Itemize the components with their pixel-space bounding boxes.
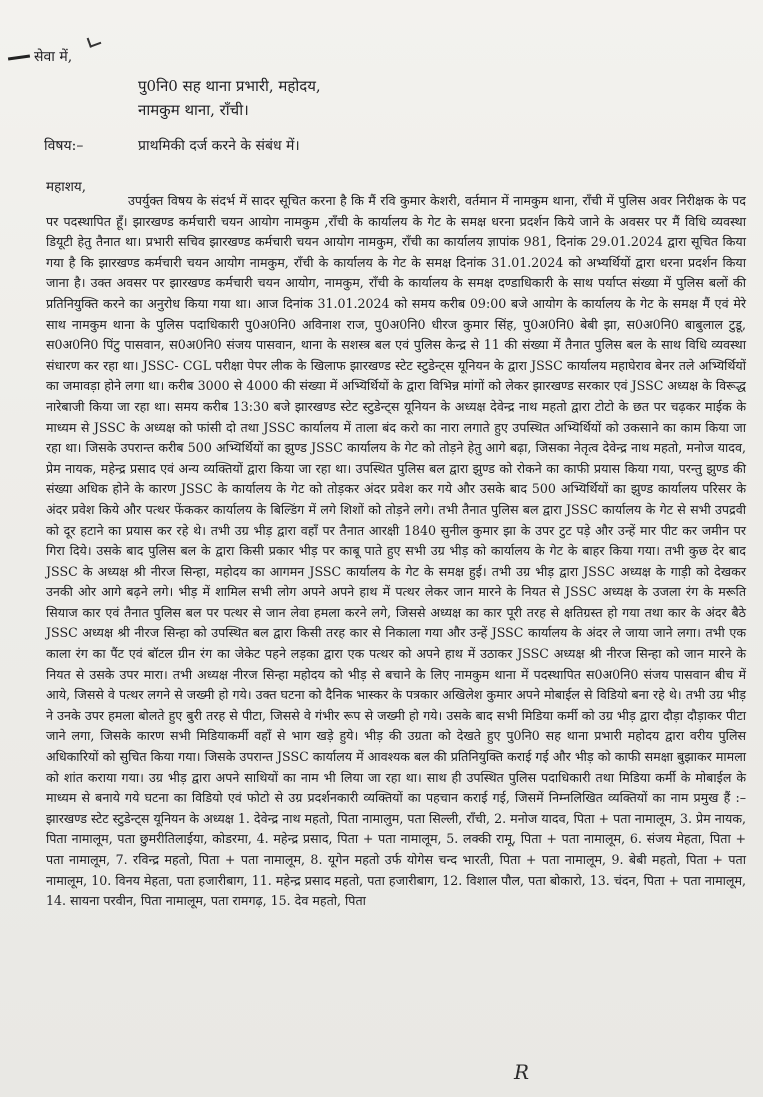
addressee-line-1: पु0नि0 सह थाना प्रभारी, महोदय, — [138, 77, 321, 95]
letter-body: उपर्युक्त विषय के संदर्भ में सादर सूचित करना है कि मैं रवि कुमार केशरी, वर्तमान में नामकुम थाना, राँची में पुलिस अवर निरीक्षक के पद पर पदस्थापित हूँ। झारखण्ड कर्मचारी चयन आयोग नामकुम ,राँची के कार्यालय के गेट के समक्ष धरना प्रदर्शन किये जाने के अवसर पर मैं विधि व्यवस्था डियूटी हेतु तैनात था। प्रभारी सचिव झारखण्ड कर्मचारी चयन आयोग नामकुम, राँची का कार्यालय ज्ञापांक 981, दिनांक 29.01.2024 द्वारा सूचित किया गया है कि झारखण्ड कर्मचारी चयन आयोग नामकुम, राँची के कार्यालय के गेट के समक्ष दिनांक 31.01.2024 को अभ्यर्थियों द्वारा धरना प्रदर्शन किया जाना है। उक्त अवसर पर झारखण्ड कर्मचारी चयन आयोग, नामकुम, राँची के कार्यालय के समक्ष दण्डाधिकारी के साथ पर्याप्त संख्या में पुलिस बलों की प्रतिनियुक्ति करने का अनुरोध किया गया था। आज दिनांक 31.01.2024 को समय करीब 09:00 बजे आयोग के कार्यालय के गेट के समक्ष मैं एवं मेरे साथ नामकुम थाना के पुलिस पदाधिकारी पु0अ0नि0 अविनाश राज, पु0अ0नि0 धीरज कुमार सिंह, पु0अ0नि0 बेबी झा, स0अ0नि0 बाबुलाल टुडू, स0अ0नि0 पिंटु पासवान, स0अ0नि0 संजय पासवान, थाना के सशस्त्र बल एवं पुलिस केन्द्र से 11 की संख्या में तैनात पुलिस बल के साथ विधि व्यवस्था संधारण कर रहा था। JSSC- CGL परीक्षा पेपर लीक के खिलाफ झारखण्ड स्टेट स्टुडेन्ट्स यूनियन के द्वारा JSSC कार्यालय महाघेराव बेनर तले अभ्यिर्थियों का जमावड़ा होने लगा था। करीब 3000 से 4000 की संख्या में अभ्यिर्थियों के द्वारा विभिन्न मांगों को लेकर झारखण्ड सरकार एवं JSSC अध्यक्ष के विरूद्ध नारेबाजी किया जा रहा था। समय करीब 13:30 बजे झारखण्ड स्टेट स्टुडेन्ट्स यूनियन के अध्यक्ष देवेन्द्र नाथ महतो द्वारा टोटो के छत पर चढ़कर माईक के माध्यम से JSSC के अध्यक्ष को फांसी दो तथा JSSC कार्यालय में ताला बंद करो का नारा लगाते हुए उपस्थित अभ्यिर्थियों को उकसाने का काम किया जा रहा था। जिसके उपरान्त करीब 500 अभ्यिर्थियों का झुण्ड JSSC कार्यालय के गेट को तोड़ने हेतु आगे बढ़ा, जिसका नेतृत्व देवेन्द्र नाथ महतो, मनोज यादव, प्रेम नायक, महेन्द्र प्रसाद एवं अन्य व्यक्तियों द्वारा किया जा रहा था। उपस्थित पुलिस बल द्वारा झुण्ड को रोकने का काफी प्रयास किया गया, परन्तु झुण्ड की संख्या अधिक होने के कारण JSSC के कार्यालय के गेट को तोड़कर अंदर प्रवेश कर गये और उसके बाद 500 अभ्यिर्थियों का झुण्ड कार्यालय परिसर के अंदर प्रवेश किये और पत्थर फेंककर कार्यालय के बिल्डिंग में लगे शिशों को तोड़ने लगे। तभी तैनात पुलिस बल द्वारा JSSC कार्यालय के गेट से सभी उपद्रवी को दूर हटाने का प्रयास कर रहे थे। तभी उग्र भीड़ द्वारा वहाँ पर तैनात आरक्षी 1840 सुनील कुमार झा के उपर टुट पड़े और उन्हें मार पीट कर जमीन पर गिरा दिये। उसके बाद पुलिस बल के द्वारा किसी प्रकार भीड़ पर काबू पाते हुए सभी उग्र भीड़ को कार्यालय के गेट के बाहर किया गया। तभी कुछ देर बाद JSSC के अध्यक्ष श्री नीरज सिन्हा, महोदय का आगमन JSSC कार्यालय के गेट के समक्ष हुई। तभी उग्र भीड़ द्वारा JSSC अध्यक्ष के गाड़ी को देखकर उनकी ओर आगे बढ़ने लगे। भीड़ में शामिल सभी लोग अपने अपने हाथ में पत्थर लेकर जान मारने के नियत से JSSC अध्यक्ष के उजला रंग के मरूति सियाज कार एवं तैनात पुलिस बल पर पत्थर से जान लेवा हमला करने लगे, जिससे अध्यक्ष का कार पूरी तरह से क्षतिग्रस्त हो गया तथा कार के अंदर बैठे JSSC अध्यक्ष श्री नीरज सिन्हा को उपस्थित बल द्वारा किसी तरह कार से निकाला गया और उन्हें JSSC कार्यालय के अंदर ले जाया जाने लगा। तभी एक काला रंग का पैंट एवं बॉटल ग्रीन रंग का जेकेट पहने लड़का द्वारा एक पत्थर को अपने हाथ में उठाकर JSSC अध्यक्ष श्री नीरज सिन्हा को जान मारने के नियत से उसके उपर मारा। तभी अध्यक्ष नीरज सिन्हा महोदय को भीड़ से बचाने के लिए नामकुम थाना में पदस्थापित स0अ0नि0 संजय पासवान बीच में आये, जिससे वे पत्थर लगने से जख्मी हो गये। उक्त घटना को दैनिक भास्कर के पत्रकार अखिलेश कुमार अपने मोबाईल से विडियो बना रहे थे। तभी उग्र भीड़ ने उनके उपर हमला बोलते हुए बुरी तरह से पीटा, जिससे वे गंभीर रूप से जख्मी हो गये। उसके बाद सभी मिडिया कर्मी को उग्र भीड़ द्वारा दौड़ा दौड़ाकर पीटा जाने लगा, जिसके कारण सभी मिडियाकर्मी वहाँ से भाग खड़े हुये। भीड़ की उग्रता को देखते हुए पु0नि0 सह थाना प्रभारी महोदय द्वारा वरीय पुलिस अधिकारियों को सुचित किया गया। जिसके उपरान्त JSSC कार्यालय में आवश्यक बल की प्रतिनियुक्ति कराई गई और भीड़ को काफी समक्षा बुझाकर मामला को शांत कराया गया। उग्र भीड़ द्वारा अपने साथियों का नाम भी लिया जा रहा था। साथ ही उपस्थित पुलिस पदाधिकारी तथा मिडिया कर्मी के मोबाईल के माध्यम से बनाये गये घटना का विडियो एवं फोटो से उग्र प्रदर्शनकारी व्यक्तियों का पहचान कराई गई, जिसमें निम्नलिखित व्यक्तियों का नाम प्रमुख हैं :– झारखण्ड स्टेट स्टुडेन्ट्स यूनियन के अध्यक्ष 1. देवेन्द्र नाथ महतो, पिता नामालुम, पता सिल्ली, राँची, 2. मनोज यादव, पिता + पता नामालूम, 3. प्रेम नायक, पिता नामालूम, पता छुमरीतिलाईया, कोडरमा, 4. महेन्द्र प्रसाद, पिता + पता नामालूम, 5. लक्की रामू, पिता + पता नामालूम, 6. संजय मेहता, पिता + पता नामालूम, 7. रविन्द्र महतो, पिता + पता नामालूम, 8. यूगेन महतो उर्फ योगेस चन्द भारती, पिता + पता नामालूम, 9. बेबी महतो, पिता + पता नामालूम, 10. विनय मेहता, पता हजारीबाग, 11. महेन्द्र प्रसाद महतो, पता हजारीबाग, 12. विशाल पौल, पता बोकारो, 13. चंदन, पिता + पता नामालूम, 14. सायना परवीन, पिता नामालूम, पता रामगढ़, 15. देव महतो, पिता — [46, 193, 746, 909]
salutation: सेवा में, — [34, 49, 73, 65]
addressee-line-2: नामकुम थाना, राँची। — [138, 101, 249, 119]
subject-text: प्राथमिकी दर्ज करने के संबंध में। — [138, 138, 300, 154]
pen-tick-mark — [87, 34, 102, 48]
initial-mark: R — [514, 1060, 530, 1084]
pen-dash-mark — [8, 54, 30, 60]
greeting: महाशय, — [46, 179, 87, 195]
subject-label: विषय:– — [44, 138, 84, 154]
